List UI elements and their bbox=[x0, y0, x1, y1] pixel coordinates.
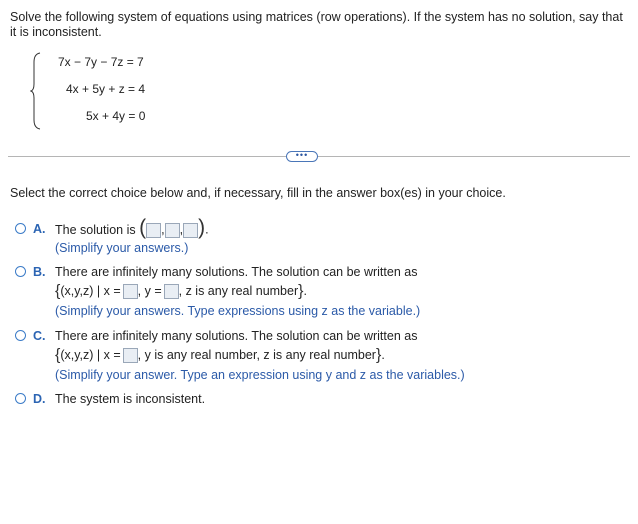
equation-2: 4x + 5y + z = 4 bbox=[66, 82, 146, 96]
choice-a-radio[interactable] bbox=[15, 223, 26, 234]
set-close-brace: } bbox=[375, 346, 382, 364]
choice-d-letter: D. bbox=[33, 392, 46, 406]
choice-a-text: The solution is bbox=[55, 223, 136, 237]
set-close-brace: } bbox=[298, 282, 304, 300]
choice-a-hint: (Simplify your answers.) bbox=[55, 241, 189, 255]
choice-c-letter: C. bbox=[33, 329, 46, 343]
set-open-brace: { bbox=[55, 346, 61, 364]
answer-box-y-expression[interactable] bbox=[164, 284, 179, 299]
section-divider bbox=[8, 156, 630, 157]
set-prefix: (x,y,z) | x = bbox=[60, 284, 121, 298]
set-prefix: (x,y,z) | x = bbox=[60, 348, 121, 362]
period: . bbox=[205, 222, 209, 237]
choice-c-line1: There are infinitely many solutions. The solution can be written as bbox=[55, 329, 418, 343]
comma: , bbox=[161, 222, 165, 237]
instruction-prompt: Select the correct choice below and, if necessary, fill in the answer box(es) in your choice. bbox=[10, 186, 506, 200]
choice-b-line1: There are infinitely many solutions. The solution can be written as bbox=[55, 265, 418, 279]
equation-3: 5x + 4y = 0 bbox=[86, 109, 146, 123]
more-options-button[interactable] bbox=[286, 151, 318, 162]
ellipsis-icon: ••• bbox=[295, 149, 309, 160]
choice-b-letter: B. bbox=[33, 265, 46, 279]
period: . bbox=[303, 284, 307, 298]
equation-1: 7x − 7y − 7z = 7 bbox=[58, 55, 144, 69]
y-label: , y = bbox=[137, 284, 162, 298]
close-paren: ) bbox=[198, 216, 206, 239]
open-paren: ( bbox=[139, 216, 147, 239]
choice-c-hint: (Simplify your answer. Type an expression using y and z as the variables.) bbox=[55, 368, 465, 382]
answer-box-y[interactable] bbox=[165, 223, 180, 238]
choice-d-text: The system is inconsistent. bbox=[55, 392, 206, 406]
choice-b-set bbox=[55, 284, 307, 299]
answer-box-x[interactable] bbox=[146, 223, 161, 238]
period: . bbox=[381, 348, 385, 362]
rest-text: , y is any real number, z is any real number bbox=[137, 348, 376, 362]
choice-d-radio[interactable] bbox=[15, 393, 26, 404]
choice-c-set bbox=[55, 348, 385, 363]
choice-c-radio[interactable] bbox=[15, 330, 26, 341]
system-brace bbox=[30, 52, 42, 130]
answer-box-x-expression[interactable] bbox=[123, 348, 138, 363]
z-text: , z is any real number bbox=[178, 284, 299, 298]
choice-a-letter: A. bbox=[33, 222, 46, 236]
choice-a-line bbox=[55, 216, 209, 239]
choice-b-hint: (Simplify your answers. Type expressions using z as the variable.) bbox=[55, 304, 421, 318]
answer-box-x-expression[interactable] bbox=[123, 284, 138, 299]
answer-box-z[interactable] bbox=[183, 223, 198, 238]
question-text: Solve the following system of equations using matrices (row operations). If the system has no solution, say that it is inconsistent. bbox=[10, 10, 623, 39]
comma: , bbox=[179, 222, 184, 237]
set-open-brace: { bbox=[55, 282, 61, 300]
choice-b-radio[interactable] bbox=[15, 266, 26, 277]
